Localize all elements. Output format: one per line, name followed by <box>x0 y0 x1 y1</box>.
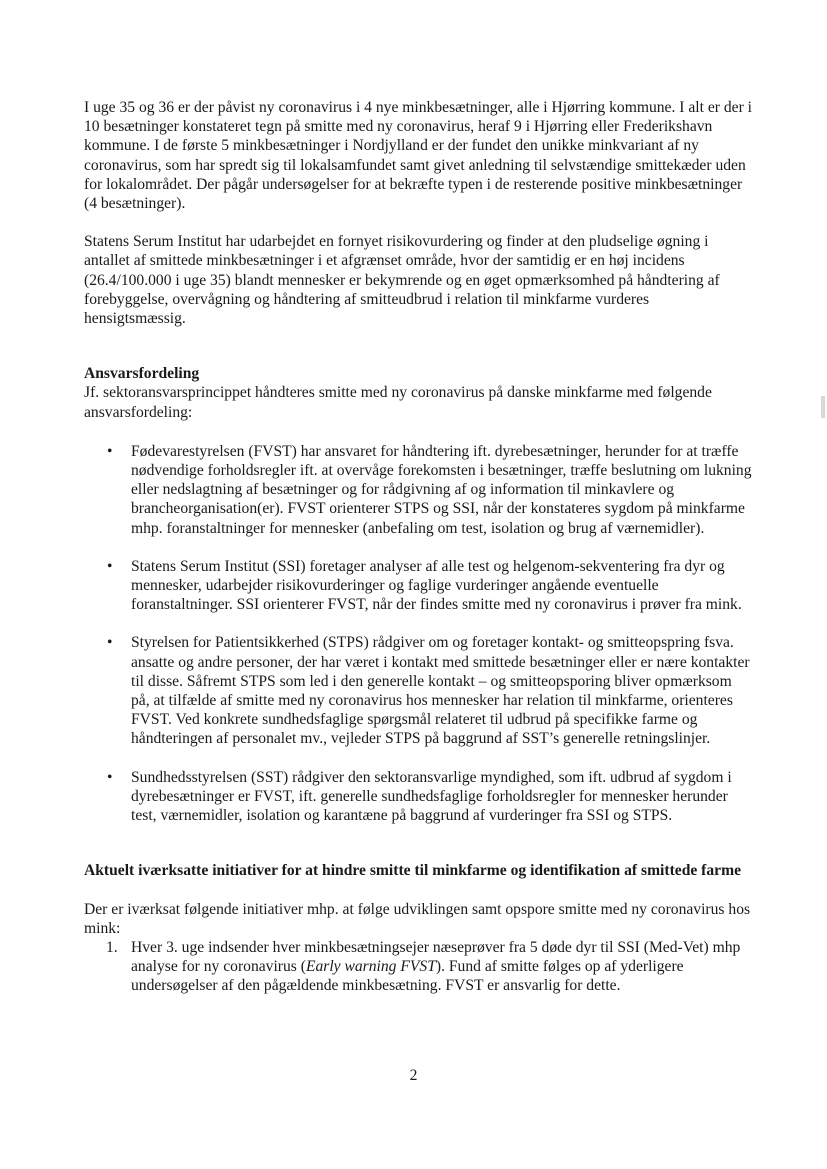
responsibility-list <box>84 442 752 825</box>
list-item-text-before: Hver 3. uge indsender hver minkbesætningsejer næseprøver fra 5 døde dyr til SSI (Med-Vet) mhp analyse for ny coronavirus ( <box>131 938 741 976</box>
section-initiatives <box>84 861 752 995</box>
list-item-text-after: ). Fund af smitte følges op af yderligere undersøgelser af den pågældende minkbesætning. FVST er ansvarlig for dette. <box>131 958 684 995</box>
list-item-number: 1. <box>106 938 118 956</box>
list-item-stps <box>84 633 752 748</box>
bullet-icon: • <box>107 557 113 575</box>
paragraph-mink-infections: I uge 35 og 36 er der påvist ny coronavirus i 4 nye minkbesætninger, alle i Hjørring kommune. I alt er der i 10 besætninger konstateret tegn på smitte med ny coronavirus, heraf 9 i Hjørring eller Frederikshavn kommune. I de første 5 minkbesætninger i Nordjylland er der fundet den unikke minkvariant af ny coronavirus, som har spredt sig til lokalsamfundet samt givet anledning til selvstændige smittekæder uden for lokalområdet. Der pågår undersøgelser for at bekræfte typen i de resterende positive minkbesætninger (4 besætninger). <box>84 99 753 213</box>
section-responsibility <box>84 364 752 825</box>
list-item-early-warning <box>84 938 752 996</box>
list-item-text-italic: Early warning FVST <box>305 958 436 976</box>
bullet-icon: • <box>107 768 113 786</box>
list-item-sst <box>84 768 752 826</box>
paragraph-risk-assessment: Statens Serum Institut har udarbejdet en fornyet risikovurdering og finder at den pludselige øgning i antallet af smittede minkbesætninger i et afgrænset område, hvor der samtidig er en høj incidens (26.4/100.000 i uge 35) blandt mennesker er bekymrende og en øget opmærksomhed på håndtering af forebyggelse, overvågning og håndtering af smitteudbrud i relation til minkfarme vurderes hensigtsmæssig. <box>84 233 720 328</box>
list-item-text: Statens Serum Institut (SSI) foretager analyser af alle test og helgenom-sekventering fra dyr og mennesker, udarbejder risikovurderinger og faglige vurderinger angående eventuelle foranstaltninger. SSI orienterer FVST, når der findes smitte med ny coronavirus i prøver fra mink. <box>131 557 742 614</box>
section-heading-initiatives: Aktuelt iværksatte initiativer for at hindre smitte til minkfarme og identifikation af smittede farme <box>84 862 742 880</box>
list-item-text: Styrelsen for Patientsikkerhed (STPS) rådgiver om og foretager kontakt- og smitteopspring fsva. ansatte og andre personer, der har været i kontakt med smittede besætninger eller er nære kontakter til disse. Såfremt STPS som led i den generelle kontakt – og smitteopsporing bliver opmærksom på, at tilfælde af smitte med ny coronavirus hos mennesker har relation til minkfarme, orienteres FVST. Ved konkrete sundhedsfaglige spørgsmål relateret til udbrud på specifikke farme og håndteringen af personalet mv., vejleder STPS på baggrund af SST’s generelle retningslinjer. <box>131 634 750 748</box>
section-intro-ansvarsfordeling: Jf. sektoransvarsprincippet håndteres smitte med ny coronavirus på danske minkfarme med følgende ansvarsfordeling: <box>84 384 712 421</box>
list-item-fvst <box>84 442 752 538</box>
list-item-text: Fødevarestyrelsen (FVST) har ansvaret for håndtering ift. dyrebesætninger, herunder for at træffe nødvendige forholdsregler ift. at overvåge forekomsten i besætninger, træffe beslutning om lukning eller nedslagtning af besætninger og for rådgivning af og information til minkavlere og brancheorganisation(er). FVST orienterer STPS og SSI, når der konstateres sygdom på minkfarme mhp. foranstaltninger for mennesker (anbefaling om test, isolation og brug af værnemidler). <box>131 442 752 537</box>
section-heading-ansvarsfordeling: Ansvarsfordeling <box>84 365 200 383</box>
bullet-icon: • <box>107 442 113 460</box>
document-page <box>84 98 752 996</box>
section-intro-initiatives: Der er iværksat følgende initiativer mhp. at følge udviklingen samt opspore smitte med ny coronavirus hos mink: <box>84 900 751 937</box>
list-item-ssi <box>84 557 752 615</box>
page-number: 2 <box>409 1067 418 1084</box>
initiatives-list <box>84 938 752 996</box>
scan-margin-mark <box>821 396 825 418</box>
list-item-text: Sundhedsstyrelsen (SST) rådgiver den sektoransvarlige myndighed, som ift. udbrud af sygdom i dyrebesætninger er FVST, ift. generelle sundhedsfaglige forholdsregler for mennesker herunder test, værnemidler, isolation og karantæne på baggrund af vurderinger fra SSI og STPS. <box>131 768 732 825</box>
bullet-icon: • <box>107 634 113 652</box>
